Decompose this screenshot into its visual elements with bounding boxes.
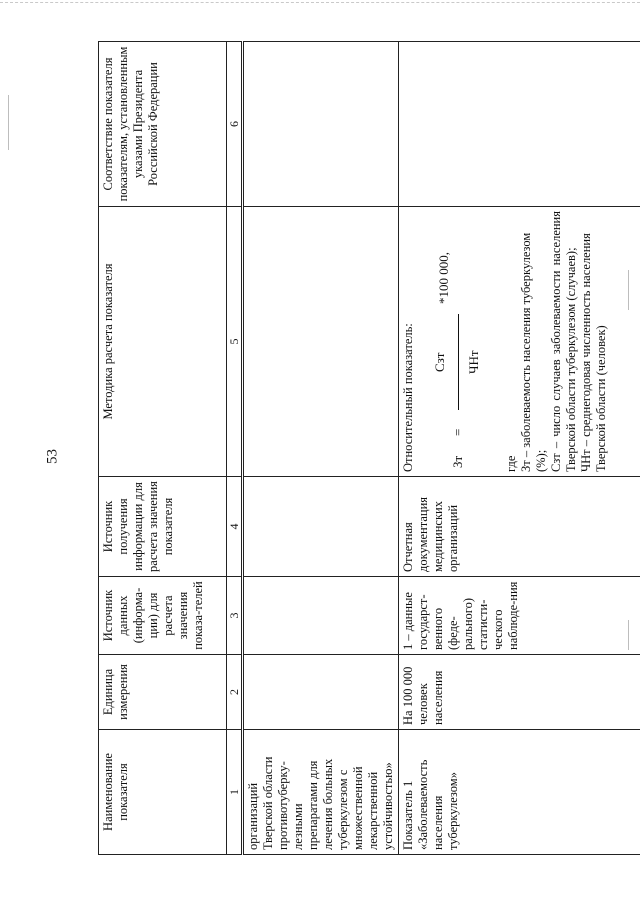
indicator-row (399, 42, 640, 855)
header-compliance: Соответствие показателя показателям, установленным указами Президента Российской Федерации (99, 42, 227, 207)
indicator-table (98, 41, 640, 855)
header-method: Методика расчета показателя (99, 207, 227, 477)
continuation-cell (243, 207, 399, 477)
method-definition: ЧНт – среднегодовая численность населения Тверской области (человек) (579, 233, 609, 472)
continuation-cell (243, 655, 399, 730)
indicator-unit: На 100 000 человек населения (399, 655, 640, 730)
continuation-cell (243, 42, 399, 207)
header-name: Наименование показателя (99, 730, 227, 855)
formula-lhs: Зт (450, 455, 466, 468)
formula (430, 211, 496, 472)
indicator-info-source: Отчетная документация медицинских организаций (399, 477, 640, 577)
method-definition: Зт – заболеваемость населения туберкулезом (%); (519, 232, 549, 472)
column-number: 5 (227, 207, 243, 477)
formula-denominator: ЧНт (466, 350, 482, 374)
method-intro: Относительный показатель: (401, 323, 416, 472)
column-number: 1 (227, 730, 243, 855)
header-info-source: Источник получения информации для расчета значения показателя (99, 477, 227, 577)
scan-margin-mark (8, 95, 9, 150)
column-number: 3 (227, 577, 243, 655)
fraction-line (458, 314, 459, 410)
indicator-compliance (399, 42, 640, 207)
column-number: 6 (227, 42, 243, 207)
continuation-row (243, 42, 399, 855)
continuation-cell (243, 577, 399, 655)
scan-border-line (0, 2, 640, 3)
column-number: 2 (227, 655, 243, 730)
header-row (99, 42, 227, 855)
method-definition: Сзт – число случаев заболеваемости населения Тверской области туберкулезом (случаев); (549, 211, 579, 472)
formula-numerator: Сзт (432, 352, 448, 372)
header-data-source: Источник данных (информа-ции) для расчета значения показа-телей (99, 577, 227, 655)
column-number: 4 (227, 477, 243, 577)
page-number: 53 (44, 449, 61, 464)
header-unit: Единица измерения (99, 655, 227, 730)
formula-multiplier: *100 000, (436, 252, 452, 304)
rotated-table-container (98, 42, 609, 855)
formula-equals: = (450, 428, 466, 436)
column-number-row (227, 42, 243, 855)
indicator-data-source: 1 – данные государст-венного (феде-рального) статисти-ческого наблюде-ния (399, 577, 640, 655)
continuation-cell (243, 477, 399, 577)
method-where: где (504, 455, 519, 472)
indicator-method (399, 207, 640, 477)
continuation-name: организаций Тверской области противотуберку-лезными препаратами для лечения больных туберкулезом с множественной лекарственной устойчивостью» (243, 730, 399, 855)
indicator-name: Показатель 1 «Заболеваемость населения туберкулезом» (399, 730, 640, 855)
